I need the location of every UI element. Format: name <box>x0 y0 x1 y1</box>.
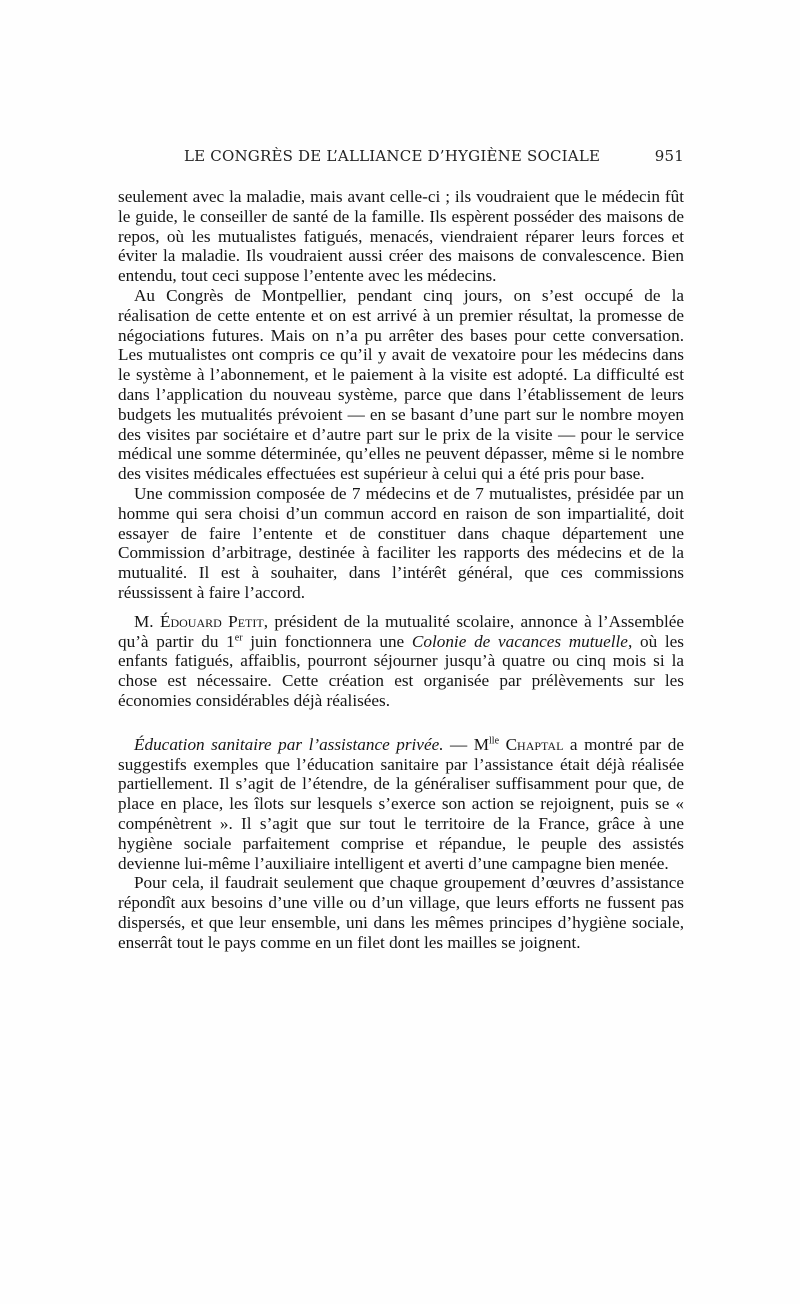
section-title: Éducation sanitaire par l’assistance privée. <box>134 734 444 754</box>
superscript: er <box>234 631 243 643</box>
section-gap <box>118 711 684 735</box>
paragraph <box>118 735 684 874</box>
paragraph <box>118 612 684 711</box>
paragraph: seulement avec la maladie, mais avant celle-ci ; ils voudraient que le médecin fût le guide, le conseiller de santé de la famille. Ils espèrent posséder des maisons de repos, où les mutualistes fatigués, menacés, viendraient réparer leurs forces et éviter la maladie. Ils voudraient aussi créer des maisons de convalescence. Bien entendu, tout ceci suppose l’entente avec les médecins. <box>118 187 684 286</box>
paragraph-text: , où les enfants fatigués, affaiblis, pourront séjourner jusqu’à quatre ou cinq mois si la chose est nécessaire. Cette création est organisée par prélèvements sur les économies considérables déjà réalisées. <box>118 631 684 710</box>
running-title: LE CONGRÈS DE L’ALLIANCE D’HYGIÈNE SOCIALE <box>184 147 601 165</box>
section-dash: — M <box>443 734 490 754</box>
paragraph-text: a montré par de suggestifs exemples que l’éducation sanitaire par l’assistance était déjà réalisée partiellement. Il s’agit de l’étendre, de la généraliser suffisamment pour que, de place en place, les îlots sur lesquels s’exerce son action se rejoignent, puis se « compénètrent ». Il s’agit que sur tout le territoire de la France, grâce à une hygiène sociale parfaitement comprise et répandue, le peuple des assistés devienne lui-même l’auxiliaire intelligent et averti d’une campagne bien menée. <box>118 734 684 873</box>
page-header <box>118 147 684 169</box>
paragraph: Une commission composée de 7 médecins et de 7 mutualistes, présidée par un homme qui sera choisi d’un commun accord en raison de son impartialité, doit essayer de faire l’entente et de constituer dans chaque département une Commission d’arbitrage, destinée à faciliter les rapports des médecins et de la mutualité. Il est à souhaiter, dans l’intérêt général, que ces commissions réussissent à faire l’accord. <box>118 483 684 602</box>
speaker-name: Chaptal <box>505 734 564 754</box>
paragraph: Pour cela, il faudrait seulement que chaque groupement d’œuvres d’assistance répondît aux besoins d’une ville ou d’un village, que leurs efforts ne fussent pas dispersés, et que leur ensemble, uni dans les mêmes principes d’hygiène sociale, enserrât tout le pays comme en un filet dont les mailles se joignent. <box>118 873 684 952</box>
speaker-name: Édouard Petit <box>159 611 264 631</box>
body-text <box>118 187 684 952</box>
paragraph-text: , président de la mutualité scolaire, annonce à l’Assemblée qu’à partir du 1 <box>118 611 684 651</box>
paragraph-gap <box>118 603 684 612</box>
superscript: lle <box>489 734 500 746</box>
paragraph: Au Congrès de Montpellier, pendant cinq jours, on s’est occupé de la réalisation de cette entente et on est arrivé à un premier résultat, la promesse de négociations futures. Mais on n’a pu arrêter des bases pour cette conversation. Les mutualistes ont compris ce qu’il y avait de vexatoire pour les médecins dans le système à l’abonnement, et le paiement à la visite est adopté. La difficulté est dans l’application du nouveau système, parce que dans l’établissement de leurs budgets les mutualités prévoient — en se basant d’une part sur le nombre moyen des visites par sociétaire et d’autre part sur le prix de la visite — pour le service médical une somme déterminée, qu’elles ne peuvent dépasser, même si le nombre des visites médicales effectuées est supérieur à celui qui a été pris pour base. <box>118 285 684 484</box>
speaker-prefix: M. <box>134 611 154 631</box>
paragraph-text: juin fonctionnera une <box>242 631 412 651</box>
italic-title: Colonie de vacances mutuelle <box>411 631 628 651</box>
page-number: 951 <box>654 147 684 165</box>
